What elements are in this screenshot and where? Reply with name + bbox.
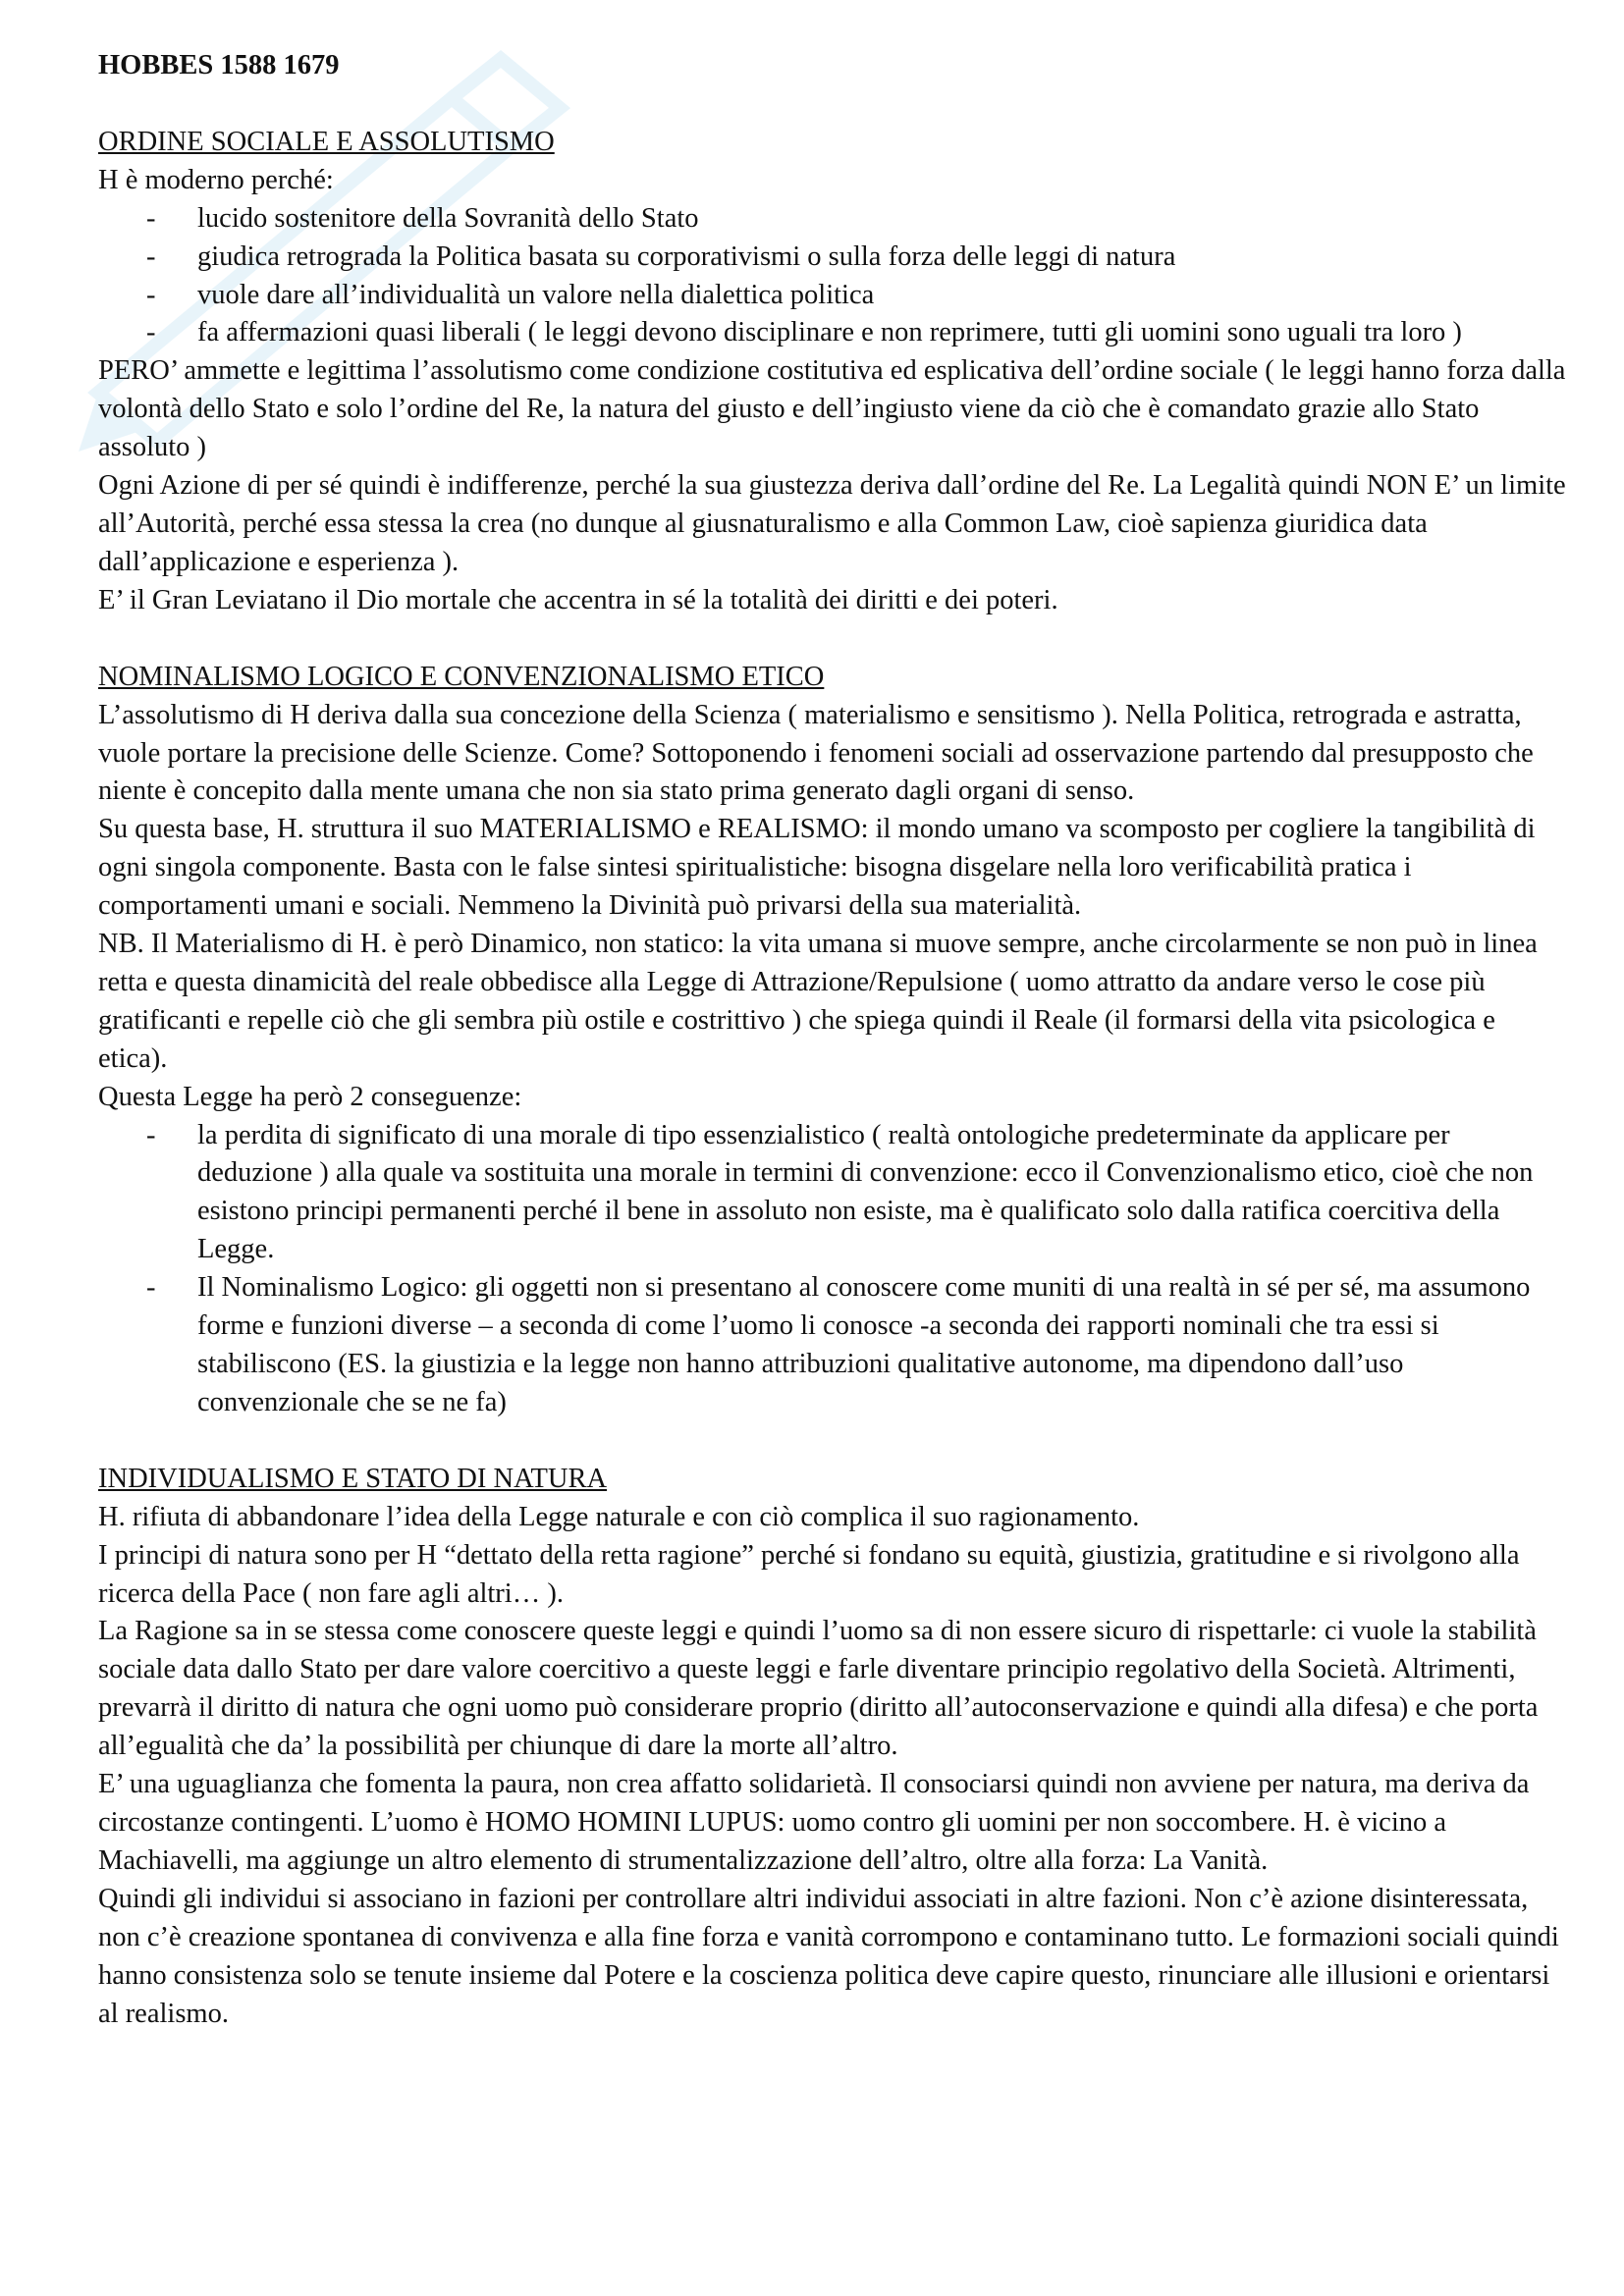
section-heading: NOMINALISMO LOGICO E CONVENZIONALISMO ETICO: [98, 661, 825, 692]
paragraph: H. rifiuta di abbandonare l’idea della Legge naturale e con ciò complica il suo ragionamento.: [98, 1501, 1140, 1532]
list-item: - Il Nominalismo Logico: gli oggetti non si presentano al conoscere come muniti di una realtà in sé per sé, ma assumono forme e funzioni diverse – a seconda di come l’uomo li conosce -a seconda dei rapporti nominali che tra essi si stabiliscono (ES. la giustizia e la legge non hanno attribuzioni qualitative autonome, ma dipendono dall’uso convenzionale che se ne fa): [197, 1269, 1571, 1422]
paragraph: Su questa base, H. struttura il suo MATERIALISMO e REALISMO: il mondo umano va scomposto per cogliere la tangibilità di ogni singola componente. Basta con le false sintesi spiritualistiche: bisogna disgelare nella loro verificabilità pratica i comportamenti umani e sociali. Nemmeno la Divinità può privarsi della sua materialità.: [98, 814, 1536, 922]
paragraph: E’ il Gran Leviatano il Dio mortale che accentra in sé la totalità dei diritti e dei poteri.: [98, 584, 1058, 615]
list-item: - giudica retrograda la Politica basata su corporativismi o sulla forza delle leggi di natura: [197, 239, 1571, 277]
paragraph: Questa Legge ha però 2 conseguenze:: [98, 1081, 522, 1112]
list-item: - fa affermazioni quasi liberali ( le leggi devono disciplinare e non reprimere, tutti gli uomini sono uguali tra loro ): [197, 314, 1571, 352]
section-heading: ORDINE SOCIALE E ASSOLUTISMO: [98, 126, 555, 157]
bullet-list: [98, 200, 1571, 353]
paragraph: E’ una uguaglianza che fomenta la paura, non crea affatto solidarietà. Il consociarsi quindi non avviene per natura, ma deriva da circostanze contingenti. L’uomo è HOMO HOMINI LUPUS: uomo contro gli uomini per non soccombere. H. è vicino a Machiavelli, ma aggiunge un altro elemento di strumentalizzazione dell’altro, oltre alla forza: La Vanità.: [98, 1769, 1530, 1876]
list-item: - la perdita di significato di una morale di tipo essenzialistico ( realtà ontologiche predeterminate da applicare per deduzione ) alla quale va sostituita una morale in termini di convenzione: ecco il Convenzionalismo etico, cioè che non esistono principi permanenti perché il bene in assoluto non esiste, ma è qualificato solo dalla ratifica coercitiva della Legge.: [197, 1117, 1571, 1270]
section-heading: INDIVIDUALISMO E STATO DI NATURA: [98, 1463, 608, 1494]
document-page: [98, 47, 1571, 2071]
section-intro: H è moderno perché:: [98, 164, 334, 195]
section-nominalismo: [98, 659, 1571, 1422]
paragraph: PERO’ ammette e legittima l’assolutismo come condizione costitutiva ed esplicativa dell’ordine sociale ( le leggi hanno forza dalla volontà dello Stato e solo l’ordine del Re, la natura del giusto e dell’ingiusto viene da ciò che è comandato grazie allo Stato assoluto ): [98, 355, 1566, 463]
paragraph: Ogni Azione di per sé quindi è indifferenze, perché la sua giustezza deriva dall’ordine del Re. La Legalità quindi NON E’ un limite all’Autorità, perché essa stessa la crea (no dunque al giusnaturalismo e alla Common Law, cioè sapienza giuridica data dall’applicazione e esperienza ).: [98, 470, 1566, 577]
section-individualismo: [98, 1461, 1571, 2034]
paragraph: I principi di natura sono per H “dettato della retta ragione” perché si fondano su equità, giustizia, gratitudine e si rivolgono alla ricerca della Pace ( non fare agli altri… ).: [98, 1539, 1520, 1609]
paragraph: Quindi gli individui si associano in fazioni per controllare altri individui associati in altre fazioni. Non c’è azione disinteressata, non c’è creazione spontanea di convivenza e alla fine forza e vanità corrompono e contaminano tutto. Le formazioni sociali quindi hanno consistenza solo se tenute insieme dal Potere e la coscienza politica deve capire questo, rinunciare alle illusioni e orientarsi al realismo.: [98, 1883, 1559, 2029]
bullet-list: [98, 1117, 1571, 1422]
section-ordine-sociale: [98, 124, 1571, 620]
document-title: HOBBES 1588 1679: [98, 50, 340, 80]
list-item: - vuole dare all’individualità un valore nella dialettica politica: [197, 277, 1571, 315]
paragraph: La Ragione sa in se stessa come conoscere queste leggi e quindi l’uomo sa di non essere sicuro di rispettarle: ci vuole la stabilità sociale data dallo Stato per dare valore coercitivo a queste leggi e farle diventare principio regolativo della Società. Altrimenti, prevarrà il diritto di natura che ogni uomo può considerare proprio (diritto all’autoconservazione e quindi alla difesa) e che porta all’egualità che da’ la possibilità per chiunque di dare la morte all’altro.: [98, 1616, 1539, 1762]
paragraph: L’assolutismo di H deriva dalla sua concezione della Scienza ( materialismo e sensitismo ). Nella Politica, retrograda e astratta, vuole portare la precisione delle Scienze. Come? Sottoponendo i fenomeni sociali ad osservazione partendo dal presupposto che niente è concepito dalla mente umana che non sia stato prima generato dagli organi di senso.: [98, 699, 1534, 807]
list-item: - lucido sostenitore della Sovranità dello Stato: [197, 200, 1571, 239]
paragraph: NB. Il Materialismo di H. è però Dinamico, non statico: la vita umana si muove sempre, anche circolarmente se non può in linea retta e questa dinamicità del reale obbedisce alla Legge di Attrazione/Repulsione ( uomo attratto da andare verso le cose più gratificanti e repelle ciò che gli sembra più ostile e costrittivo ) che spiega quindi il Reale (il formarsi della vita psicologica e etica).: [98, 929, 1538, 1074]
